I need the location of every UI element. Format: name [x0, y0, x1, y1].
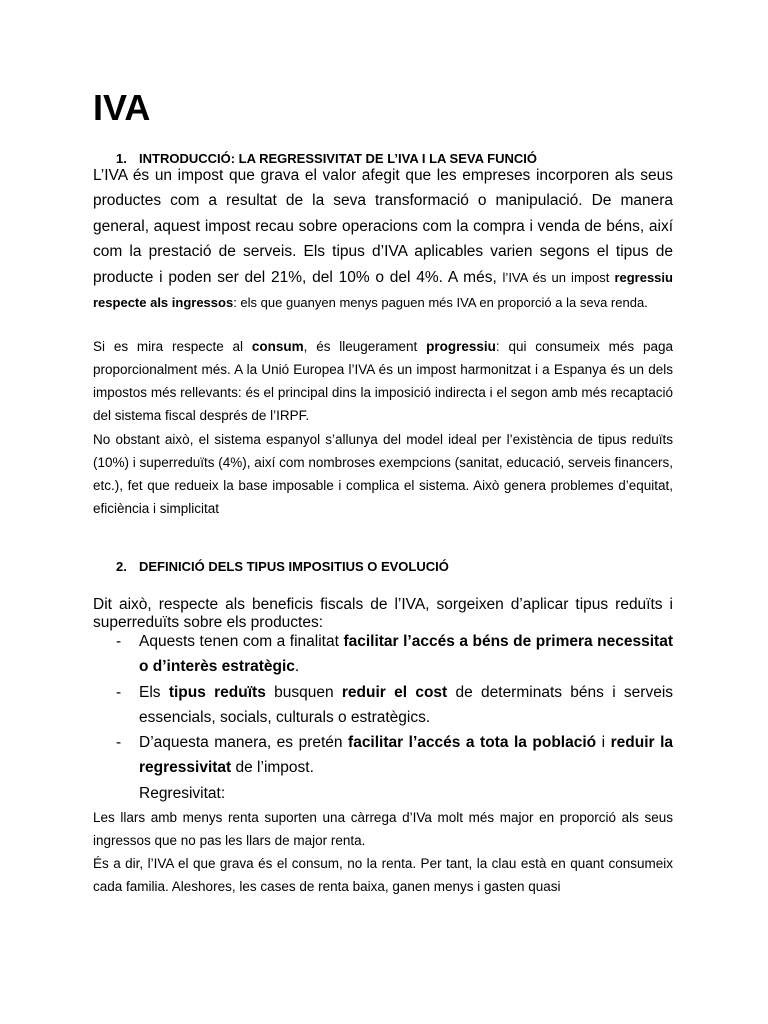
list-dash: -: [116, 684, 122, 701]
text-run: : qui consumeix més paga proporcionalment més. A la Unió Europea l’IVA és un impost harmonitzat i a Espanya és un dels impostos més rellevants: és el principal dins la imposició indirecta i el segon amb més recaptació del sistema fiscal després de l’IRPF.: [93, 339, 673, 423]
text-run: : els que guanyen menys paguen més IVA en proporció a la seva renda.: [233, 295, 648, 311]
list-dash: -: [116, 734, 122, 751]
text-run: l’IVA és un impost: [502, 269, 615, 285]
section-1-title: INTRODUCCIÓ: LA REGRESSIVITAT DE L’IVA I LA SEVA FUNCIÓ: [139, 151, 537, 166]
section-2-paragraph-1: Les llars amb menys renta suporten una càrrega d’IVa molt més major en proporció als seus ingressos que no pas les llars de major renta.: [93, 810, 673, 848]
section-1-paragraph-2: [93, 335, 673, 427]
text-run: L’IVA és un impost que grava el valor afegit que les empreses incorporen als seus productes com a resultat de la seva transformació o manipulació. De manera general, aquest impost recau sobre operacions com la compra i venda de béns, així com la prestació de serveis. Els tipus d’IVA aplicables varien segons el tipus de producte i poden ser del 21%, del 10% o del 4%. A més,: [93, 167, 673, 286]
text-run: D’aquesta manera, es pretén: [139, 734, 349, 751]
section-1-number: 1.: [116, 151, 127, 166]
section-1-paragraph-1: [93, 163, 673, 315]
section-2-paragraph-2: És a dir, l’IVA el que grava és el consum, no la renta. Per tant, la clau està en quant consumeix cada familia. Aleshores, les cases de renta baixa, ganen menys i gasten quasi: [93, 856, 673, 894]
text-run: , és lleugerament: [303, 339, 427, 354]
list-item: [116, 730, 673, 781]
bold-text: progressiu: [426, 339, 496, 354]
list-item-text: [139, 680, 673, 731]
section-2-number: 2.: [116, 559, 127, 574]
subheading-regresivitat: Regresivitat:: [139, 785, 226, 802]
bold-text: facilitar l’accés a tota la població: [348, 734, 597, 751]
list-item: [116, 680, 673, 731]
section-2-intro: Dit això, respecte als beneficis fiscals de l’IVA, sorgeixen d’aplicar tipus reduïts i superreduïts sobre els productes:: [93, 596, 673, 631]
list-item-text: [139, 629, 673, 680]
bold-text: consum: [251, 339, 304, 354]
text-run: de determinats béns i serveis essencials, socials, culturals o estratègics.: [139, 684, 674, 727]
section-2-heading: [116, 559, 449, 575]
text-run: .: [294, 658, 300, 676]
text-run: busquen: [265, 684, 342, 701]
bold-text: reduir la regressivitat: [139, 734, 673, 777]
list-dash: -: [116, 633, 122, 650]
text-run: i: [596, 734, 611, 751]
text-run: Si es mira respecte al: [93, 339, 252, 354]
text-run: de l’impost.: [231, 759, 314, 777]
document-title: IVA: [93, 87, 151, 128]
section-2-title: DEFINICIÓ DELS TIPUS IMPOSITIUS O EVOLUCIÓ: [139, 559, 449, 574]
text-run: Aquests tenen com a finalitat: [139, 633, 344, 650]
bold-text: tipus reduïts: [168, 684, 266, 701]
bold-text: regressiu respecte als ingressos: [93, 269, 673, 311]
text-run: Els: [139, 684, 169, 701]
list-item: [116, 629, 673, 680]
bold-text: facilitar l’accés a béns de primera necessitat o d’interès estratègic: [139, 633, 673, 676]
list-item-text: [139, 730, 673, 781]
section-1-paragraph-3: No obstant això, el sistema espanyol s’allunya del model ideal per l’existència de tipus reduïts (10%) i superreduïts (4%), així com nombroses exempcions (sanitat, educació, serveis financers, etc.), fet que redueix la base imposable i complica el sistema. Això genera problemes d’equitat, eficiència i simplicitat: [93, 432, 673, 516]
bold-text: reduir el cost: [341, 684, 448, 701]
